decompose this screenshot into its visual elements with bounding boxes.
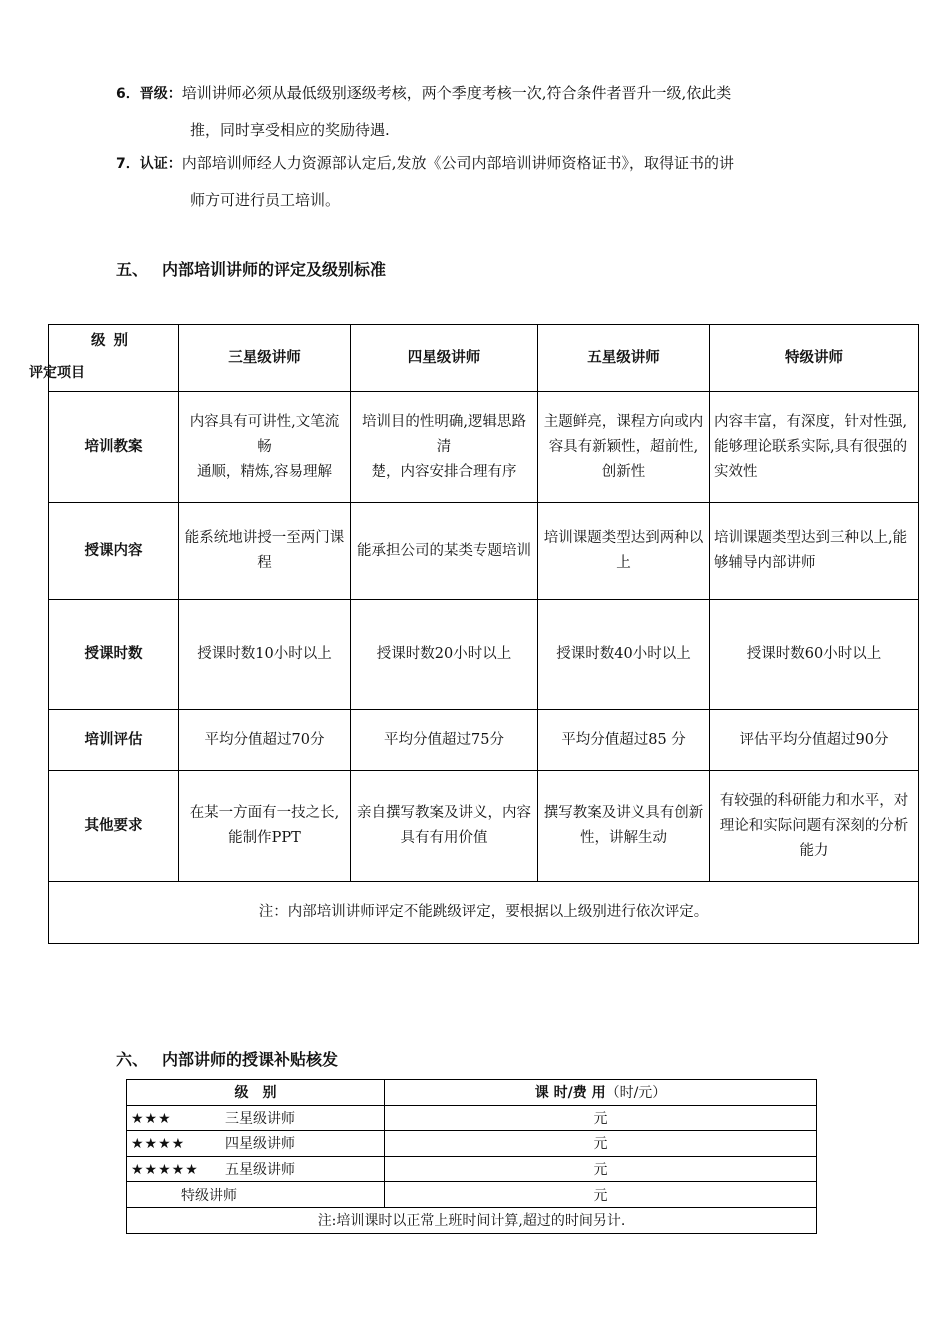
- table-cell: 主题鲜亮，课程方向或内 容具有新颖性，超前性, 创新性: [538, 392, 710, 503]
- table-cell: 内容具有可讲性,文笔流畅 通顺，精炼,容易理解: [179, 392, 351, 503]
- table-cell: 平均分值超过75分: [351, 710, 538, 771]
- table-cell: 授课时数60小时以上: [710, 600, 919, 710]
- header-five-star: 五星级讲师: [538, 325, 710, 392]
- header-three-star: 三星级讲师: [179, 325, 351, 392]
- row-label: 其他要求: [49, 771, 179, 882]
- section-heading-evaluation: [116, 257, 386, 280]
- row-label: 授课时数: [49, 600, 179, 710]
- table-cell: 评估平均分值超过90分: [710, 710, 919, 771]
- corner-header-cell: [29, 325, 179, 392]
- table-cell: 亲自撰写教案及讲义，内容 具有有用价值: [351, 771, 538, 882]
- section-number: 五、: [116, 260, 149, 279]
- table-cell: 授课时数10小时以上: [179, 600, 351, 710]
- table-cell: 能系统地讲授一至两门课 程: [179, 503, 351, 600]
- table-row: [49, 600, 919, 710]
- rule-text-continued: 师方可进行员工培训。: [190, 191, 341, 209]
- fee-cell: 元: [385, 1182, 817, 1208]
- corner-level-label: 级别: [91, 333, 136, 349]
- star-rating-icon: ★★★★★: [131, 1162, 199, 1179]
- header-four-star: 四星级讲师: [351, 325, 538, 392]
- table-header-row: [127, 1080, 817, 1106]
- table-header-row: [49, 325, 919, 392]
- section-number: 六、: [116, 1050, 149, 1069]
- table-cell: 培训课题类型达到两种以 上: [538, 503, 710, 600]
- table-row: [127, 1182, 817, 1208]
- evaluation-standards-table: [29, 324, 919, 944]
- table-note: 注:培训课时以正常上班时间计算,超过的时间另计.: [127, 1207, 817, 1233]
- table-note: 注：内部培训讲师评定不能跳级评定，要根据以上级别进行依次评定。: [49, 882, 919, 944]
- table-note-row: [127, 1207, 817, 1233]
- row-label: 授课内容: [49, 503, 179, 600]
- header-special: 特级讲师: [710, 325, 919, 392]
- table-row: [127, 1131, 817, 1157]
- table-row: [49, 392, 919, 503]
- section-title: 内部讲师的授课补贴核发: [162, 1050, 339, 1069]
- star-rating-icon: ★★★★: [131, 1136, 186, 1153]
- table-row: [127, 1105, 817, 1131]
- table-cell: 在某一方面有一技之长, 能制作PPT: [179, 771, 351, 882]
- level-cell: ★★★★ 四星级讲师: [127, 1131, 385, 1157]
- table-cell: 能承担公司的某类专题培训: [351, 503, 538, 600]
- rule-text: 培训讲师必须从最低级别逐级考核，两个季度考核一次,符合条件者晋升一级,依此类: [181, 84, 732, 102]
- header-fee: 课 时/费 用（时/元）: [385, 1080, 817, 1106]
- row-label: 培训评估: [49, 710, 179, 771]
- rule-item-certification: [116, 145, 836, 218]
- table-note-row: [49, 882, 919, 944]
- table-cell: 授课时数40小时以上: [538, 600, 710, 710]
- corner-item-label: 评定项目: [29, 365, 85, 381]
- star-rating-icon: ★★★: [131, 1110, 172, 1127]
- table-row: [49, 771, 919, 882]
- table-cell: 平均分值超过85 分: [538, 710, 710, 771]
- table-cell: 平均分值超过70分: [179, 710, 351, 771]
- fee-cell: 元: [385, 1105, 817, 1131]
- table-row: [127, 1156, 817, 1182]
- level-cell: ★★★ 三星级讲师: [127, 1105, 385, 1131]
- section-title: 内部培训讲师的评定及级别标准: [162, 260, 387, 279]
- rule-text-continued: 推，同时享受相应的奖励待遇.: [190, 121, 390, 139]
- table-cell: 内容丰富，有深度，针对性强, 能够理论联系实际,具有很强的 实效性: [710, 392, 919, 503]
- table-cell: 授课时数20小时以上: [351, 600, 538, 710]
- rule-text: 内部培训师经人力资源部认定后,发放《公司内部培训讲师资格证书》，取得证书的讲: [181, 154, 735, 172]
- table-cell: 撰写教案及讲义具有创新 性，讲解生动: [538, 771, 710, 882]
- header-level: 级 别: [127, 1080, 385, 1106]
- table-row: [49, 503, 919, 600]
- rule-number: 7．认证：: [116, 156, 182, 172]
- rule-item-promotion: [116, 75, 836, 148]
- rule-number: 6．晋级：: [116, 86, 182, 102]
- table-cell: 有较强的科研能力和水平，对 理论和实际问题有深刻的分析 能力: [710, 771, 919, 882]
- table-row: [49, 710, 919, 771]
- table-cell: 培训课题类型达到三种以上,能 够辅导内部讲师: [710, 503, 919, 600]
- fee-cell: 元: [385, 1131, 817, 1157]
- row-label: 培训教案: [49, 392, 179, 503]
- subsidy-table: [126, 1079, 817, 1234]
- table-cell: 培训目的性明确,逻辑思路清 楚，内容安排合理有序: [351, 392, 538, 503]
- level-cell: 特级讲师: [127, 1182, 385, 1208]
- level-cell: ★★★★★ 五星级讲师: [127, 1156, 385, 1182]
- section-heading-subsidy: [116, 1047, 338, 1070]
- fee-cell: 元: [385, 1156, 817, 1182]
